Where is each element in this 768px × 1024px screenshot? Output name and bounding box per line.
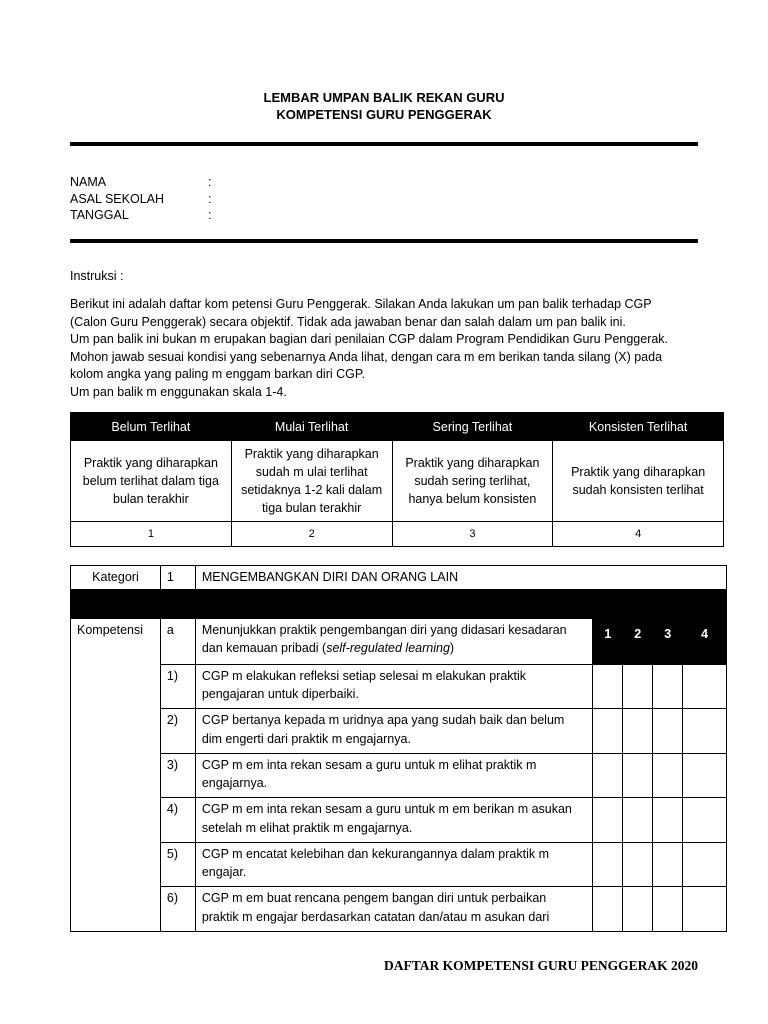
scale-number: 1 (71, 522, 232, 547)
item-row (71, 709, 727, 754)
score-cell-1[interactable] (593, 842, 623, 887)
score-header: 3 (653, 618, 683, 664)
score-cell-2[interactable] (623, 842, 653, 887)
kompetensi-row (71, 618, 727, 664)
item-text: CGP bertanya kepada m uridnya apa yang sudah baik dan belum dim engerti dari praktik m engajarnya. (195, 709, 593, 754)
competency-table (70, 565, 727, 932)
instruction-line: (Calon Guru Penggerak) secara objektif. Tidak ada jawaban benar dan salah dalam um pan balik ini. (70, 314, 626, 329)
score-cell-1[interactable] (593, 709, 623, 754)
kompetensi-letter: a (160, 618, 195, 664)
identity-row-nama (70, 174, 211, 191)
scale-header: Konsisten Terlihat (553, 413, 724, 441)
scale-number: 3 (392, 522, 553, 547)
score-cell-2[interactable] (623, 664, 653, 709)
instruction-line: Um pan balik ini bukan m erupakan bagian dari penilaian CGP dalam Program Pendidikan Guru Penggerak. (70, 332, 669, 347)
score-header: 1 (593, 618, 623, 664)
identity-sep: : (208, 191, 212, 206)
identity-row-sekolah (70, 191, 211, 208)
score-cell-1[interactable] (593, 798, 623, 843)
item-row (71, 753, 727, 798)
item-row (71, 798, 727, 843)
item-number: 4) (160, 798, 195, 843)
identity-label: ASAL SEKOLAH (70, 191, 165, 206)
kategori-number: 1 (160, 566, 195, 590)
score-cell-3[interactable] (653, 842, 683, 887)
document-title-line2: KOMPETENSI GURU PENGGERAK (276, 107, 492, 122)
score-cell-4[interactable] (683, 753, 727, 798)
score-cell-4[interactable] (683, 842, 727, 887)
score-cell-3[interactable] (653, 709, 683, 754)
item-number: 1) (160, 664, 195, 709)
kompetensi-close: ) (449, 641, 455, 655)
black-separator (71, 589, 727, 618)
kompetensi-label: Kompetensi (71, 618, 161, 931)
kategori-row (71, 566, 727, 590)
black-separator-row (71, 589, 727, 618)
score-header: 4 (683, 618, 727, 664)
document-footer: DAFTAR KOMPETENSI GURU PENGGERAK 2020 (383, 958, 698, 973)
scale-description: Praktik yang diharapkan belum terlihat dalam tiga bulan terakhir (71, 441, 232, 522)
kompetensi-text: Menunjukkan praktik pengembangan diri yang didasari kesadaran dan kemauan pribadi ( (201, 622, 567, 655)
item-row (71, 664, 727, 709)
scale-number: 4 (553, 522, 724, 547)
score-cell-3[interactable] (653, 887, 683, 932)
bottom-divider (70, 239, 698, 243)
item-number: 3) (160, 753, 195, 798)
score-cell-4[interactable] (683, 709, 727, 754)
instructions-body (70, 296, 710, 402)
score-cell-3[interactable] (653, 753, 683, 798)
scale-header-row (71, 413, 724, 441)
identity-label: NAMA (70, 175, 107, 189)
instruction-line: Mohon jawab sesuai kondisi yang sebenarnya Anda lihat, dengan cara m em berikan tanda silang (X) pada (70, 349, 663, 364)
instruction-line: Berikut ini adalah daftar kom petensi Guru Penggerak. Silakan Anda lakukan um pan balik terhadap CGP (70, 297, 652, 311)
instruction-line: Um pan balik m enggunakan skala 1-4. (70, 384, 287, 399)
score-cell-3[interactable] (653, 664, 683, 709)
score-cell-2[interactable] (623, 709, 653, 754)
identity-label: TANGGAL (70, 208, 129, 222)
score-cell-4[interactable] (683, 798, 727, 843)
identity-sep: : (208, 175, 212, 189)
document-title-line1: LEMBAR UMPAN BALIK REKAN GURU (263, 90, 505, 105)
scale-table (70, 412, 724, 547)
score-cell-4[interactable] (683, 664, 727, 709)
kompetensi-italic: self-regulated learning (326, 641, 450, 655)
item-row (71, 842, 727, 887)
score-cell-3[interactable] (653, 798, 683, 843)
item-row (71, 887, 727, 932)
kategori-title: MENGEMBANGKAN DIRI DAN ORANG LAIN (195, 566, 726, 590)
scale-description: Praktik yang diharapkan sudah sering terlihat, hanya belum konsisten (392, 441, 553, 522)
scale-description: Praktik yang diharapkan sudah m ulai terlihat setidaknya 1-2 kali dalam tiga bulan terakhir (231, 441, 392, 522)
item-number: 5) (160, 842, 195, 887)
identity-row-tanggal (70, 207, 211, 224)
identity-block (70, 174, 211, 224)
identity-sep: : (208, 208, 212, 222)
kategori-label: Kategori (71, 566, 161, 590)
item-number: 2) (160, 709, 195, 754)
kompetensi-description (195, 618, 593, 664)
score-cell-1[interactable] (593, 664, 623, 709)
scale-description: Praktik yang diharapkan sudah konsisten terlihat (553, 441, 724, 522)
score-cell-2[interactable] (623, 798, 653, 843)
scale-number: 2 (231, 522, 392, 547)
scale-description-row (71, 441, 724, 522)
score-cell-4[interactable] (683, 887, 727, 932)
scale-header: Mulai Terlihat (231, 413, 392, 441)
score-header: 2 (623, 618, 653, 664)
item-text: CGP m elakukan refleksi setiap selesai m elakukan praktik pengajaran untuk diperbaiki. (195, 664, 593, 709)
score-cell-2[interactable] (623, 753, 653, 798)
item-text: CGP m em inta rekan sesam a guru untuk m em berikan m asukan setelah m elihat praktik m engajarnya. (195, 798, 593, 843)
item-text: CGP m em buat rencana pengem bangan diri untuk perbaikan praktik m engajar berdasarkan catatan dan/atau m asukan dari (195, 887, 593, 932)
score-cell-1[interactable] (593, 887, 623, 932)
top-divider (70, 142, 698, 146)
scale-header: Sering Terlihat (392, 413, 553, 441)
score-cell-1[interactable] (593, 753, 623, 798)
scale-number-row (71, 522, 724, 547)
instruction-line: kolom angka yang paling m enggam barkan diri CGP. (70, 367, 366, 382)
instructions-heading: Instruksi : (70, 269, 124, 283)
score-cell-2[interactable] (623, 887, 653, 932)
item-text: CGP m em inta rekan sesam a guru untuk m elihat praktik m engajarnya. (195, 753, 593, 798)
item-number: 6) (160, 887, 195, 932)
item-text: CGP m encatat kelebihan dan kekurangannya dalam praktik m engajar. (195, 842, 593, 887)
scale-header: Belum Terlihat (71, 413, 232, 441)
